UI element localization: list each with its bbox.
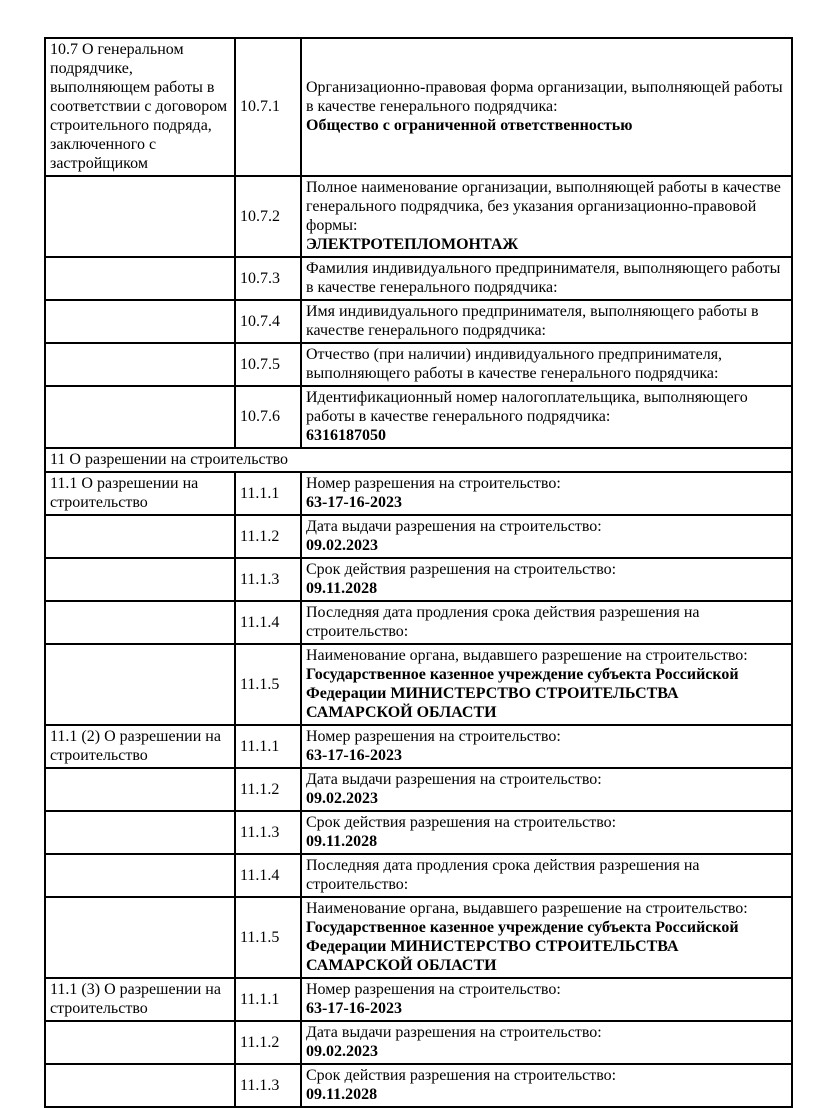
item-code: 11.1.5 — [235, 897, 301, 978]
item-code: 10.7.1 — [235, 38, 301, 176]
section-header-row — [45, 448, 792, 472]
item-text: Последняя дата продления срока действия разрешения на строительство: — [306, 857, 700, 893]
item-content — [301, 176, 792, 257]
section-label: 11.1 (2) О разрешении на строительство — [45, 725, 235, 768]
section-label — [45, 386, 235, 448]
item-code: 11.1.4 — [235, 601, 301, 644]
table-row — [45, 558, 792, 601]
item-value: 09.11.2028 — [306, 580, 378, 597]
section-label — [45, 515, 235, 558]
item-content — [301, 343, 792, 386]
table-row — [45, 257, 792, 300]
item-text: Номер разрешения на строительство: — [306, 728, 561, 745]
item-value: 09.11.2028 — [306, 833, 378, 850]
section-label — [45, 601, 235, 644]
item-content — [301, 644, 792, 725]
item-content — [301, 300, 792, 343]
section-header: 11 О разрешении на строительство — [45, 448, 792, 472]
item-code: 11.1.2 — [235, 515, 301, 558]
item-code: 10.7.2 — [235, 176, 301, 257]
item-text: Последняя дата продления срока действия разрешения на строительство: — [306, 604, 700, 640]
item-code: 11.1.3 — [235, 811, 301, 854]
item-value: 6316187050 — [306, 427, 386, 444]
table-row — [45, 768, 792, 811]
item-text: Номер разрешения на строительство: — [306, 981, 561, 998]
section-label — [45, 1021, 235, 1064]
item-value: Государственное казенное учреждение субъекта Российской Федерации МИНИСТЕРСТВО СТРОИТЕЛЬСТВА САМАРСКОЙ ОБЛАСТИ — [306, 919, 739, 974]
item-content — [301, 978, 792, 1021]
item-value: Общество с ограниченной ответственностью — [306, 117, 633, 134]
item-content — [301, 854, 792, 897]
item-text: Номер разрешения на строительство: — [306, 475, 561, 492]
item-content — [301, 386, 792, 448]
table-row — [45, 644, 792, 725]
item-code: 11.1.1 — [235, 725, 301, 768]
item-code: 11.1.2 — [235, 1021, 301, 1064]
section-label — [45, 811, 235, 854]
item-value: 63-17-16-2023 — [306, 747, 402, 764]
item-text: Срок действия разрешения на строительство: — [306, 561, 617, 578]
item-code: 11.1.1 — [235, 978, 301, 1021]
item-content — [301, 1021, 792, 1064]
item-text: Наименование органа, выдавшего разрешение на строительство: — [306, 900, 748, 917]
item-value: 09.02.2023 — [306, 790, 378, 807]
item-value: Государственное казенное учреждение субъекта Российской Федерации МИНИСТЕРСТВО СТРОИТЕЛЬСТВА САМАРСКОЙ ОБЛАСТИ — [306, 666, 739, 721]
section-label — [45, 558, 235, 601]
table-row — [45, 472, 792, 515]
section-label: 11.1 (3) О разрешении на строительство — [45, 978, 235, 1021]
section-label — [45, 644, 235, 725]
table-row — [45, 515, 792, 558]
section-label — [45, 768, 235, 811]
item-content — [301, 1064, 792, 1107]
table-row — [45, 38, 792, 176]
section-label: 10.7 О генеральном подрядчике, выполняющем работы в соответствии с договором строительного подряда, заключенного с застройщиком — [45, 38, 235, 176]
table-row — [45, 854, 792, 897]
item-text: Срок действия разрешения на строительство: — [306, 814, 617, 831]
table-row — [45, 343, 792, 386]
item-text: Полное наименование организации, выполняющей работы в качестве генерального подрядчика, без указания организационно-правовой формы: — [306, 179, 781, 234]
section-label — [45, 343, 235, 386]
table-row — [45, 978, 792, 1021]
item-text: Наименование органа, выдавшего разрешение на строительство: — [306, 647, 748, 664]
table-row — [45, 811, 792, 854]
item-content — [301, 811, 792, 854]
table-row — [45, 386, 792, 448]
item-content — [301, 601, 792, 644]
item-value: 09.02.2023 — [306, 537, 378, 554]
item-code: 10.7.4 — [235, 300, 301, 343]
table-row — [45, 601, 792, 644]
item-code: 11.1.5 — [235, 644, 301, 725]
item-content — [301, 472, 792, 515]
table-row — [45, 1064, 792, 1107]
item-content — [301, 768, 792, 811]
item-code: 10.7.3 — [235, 257, 301, 300]
item-content — [301, 515, 792, 558]
section-label: 11.1 О разрешении на строительство — [45, 472, 235, 515]
section-label — [45, 257, 235, 300]
item-content — [301, 725, 792, 768]
declaration-table — [44, 37, 793, 1108]
table-row — [45, 725, 792, 768]
table-row — [45, 300, 792, 343]
item-text: Организационно-правовая форма организации, выполняющей работы в качестве генерального подрядчика: — [306, 79, 783, 115]
item-value: 63-17-16-2023 — [306, 494, 402, 511]
table-row — [45, 176, 792, 257]
item-code: 11.1.3 — [235, 1064, 301, 1107]
item-code: 11.1.4 — [235, 854, 301, 897]
item-text: Отчество (при наличии) индивидуального предпринимателя, выполняющего работы в качестве генерального подрядчика: — [306, 346, 723, 382]
item-text: Дата выдачи разрешения на строительство: — [306, 518, 602, 535]
item-text: Имя индивидуального предпринимателя, выполняющего работы в качестве генерального подрядчика: — [306, 303, 759, 339]
item-text: Идентификационный номер налогоплательщика, выполняющего работы в качестве генерального подрядчика: — [306, 389, 748, 425]
section-label — [45, 897, 235, 978]
section-label — [45, 176, 235, 257]
table-row — [45, 897, 792, 978]
item-content — [301, 38, 792, 176]
item-text: Фамилия индивидуального предпринимателя, выполняющего работы в качестве генерального подрядчика: — [306, 260, 781, 296]
section-label — [45, 300, 235, 343]
item-code: 10.7.5 — [235, 343, 301, 386]
item-value: ЭЛЕКТРОТЕПЛОМОНТАЖ — [306, 236, 519, 253]
item-value: 63-17-16-2023 — [306, 1000, 402, 1017]
item-value: 09.02.2023 — [306, 1043, 378, 1060]
item-content — [301, 558, 792, 601]
table-row — [45, 1021, 792, 1064]
item-code: 11.1.1 — [235, 472, 301, 515]
item-content — [301, 897, 792, 978]
item-text: Срок действия разрешения на строительство: — [306, 1067, 617, 1084]
item-text: Дата выдачи разрешения на строительство: — [306, 1024, 602, 1041]
item-code: 10.7.6 — [235, 386, 301, 448]
item-content — [301, 257, 792, 300]
item-value: 09.11.2028 — [306, 1086, 378, 1103]
item-code: 11.1.2 — [235, 768, 301, 811]
section-label — [45, 854, 235, 897]
section-label — [45, 1064, 235, 1107]
item-text: Дата выдачи разрешения на строительство: — [306, 771, 602, 788]
item-code: 11.1.3 — [235, 558, 301, 601]
